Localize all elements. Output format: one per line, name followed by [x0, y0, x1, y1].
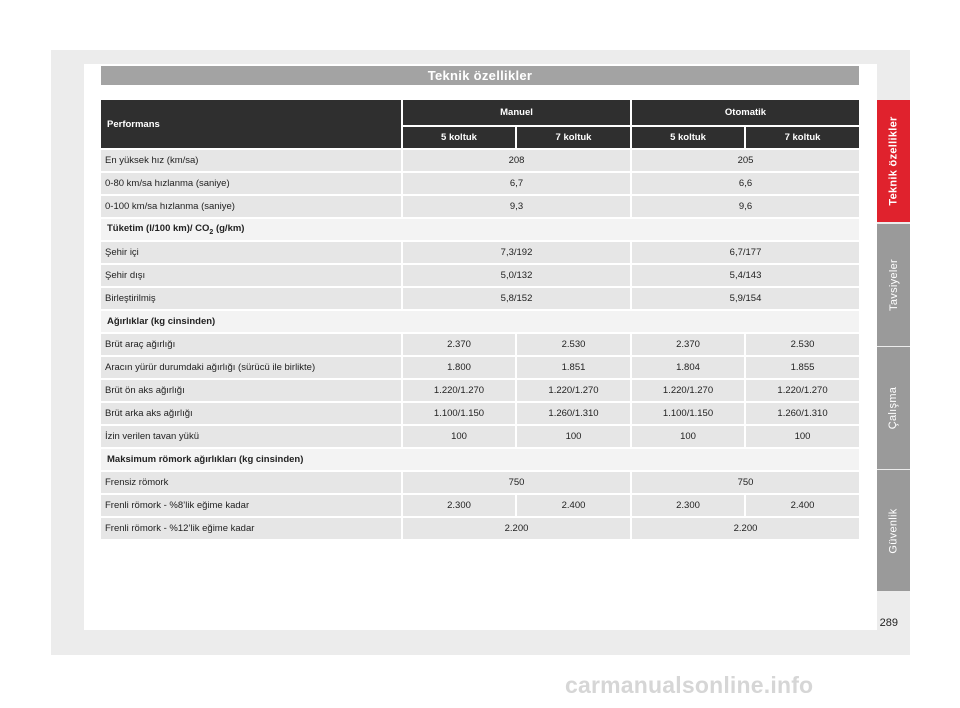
section-heading [101, 219, 859, 242]
cell-value-otomatik: 5,9/154 [630, 288, 859, 311]
table-row [101, 334, 859, 357]
section-row [101, 449, 859, 472]
cell-value: 1.260/1.310 [744, 403, 859, 426]
cell-value-manuel: 6,7 [401, 173, 630, 196]
table-row [101, 196, 859, 219]
cell-value: 2.400 [515, 495, 630, 518]
cell-value-otomatik: 750 [630, 472, 859, 495]
section-heading [101, 311, 859, 334]
section-heading [101, 449, 859, 472]
page-number: 289 [879, 617, 898, 629]
table-row [101, 472, 859, 495]
tab-calisma[interactable] [877, 347, 910, 469]
cell-value-otomatik: 6,7/177 [630, 242, 859, 265]
tab-teknik-ozellikler[interactable] [877, 100, 910, 222]
cell-value: 2.370 [401, 334, 515, 357]
tab-tavsiyeler[interactable] [877, 224, 910, 346]
cell-value-manuel: 9,3 [401, 196, 630, 219]
table-row [101, 265, 859, 288]
cell-value: 100 [744, 426, 859, 449]
table-row [101, 426, 859, 449]
cell-value: 1.220/1.270 [401, 380, 515, 403]
table-row [101, 242, 859, 265]
cell-value: 1.260/1.310 [515, 403, 630, 426]
cell-value-manuel: 5,0/132 [401, 265, 630, 288]
cell-value: 2.300 [401, 495, 515, 518]
row-label: Brüt arka aks ağırlığı [101, 403, 401, 426]
cell-value: 1.220/1.270 [744, 380, 859, 403]
cell-value: 100 [401, 426, 515, 449]
tab-label: Teknik özellikler [887, 116, 900, 206]
cell-value: 100 [515, 426, 630, 449]
table-row [101, 495, 859, 518]
section-heading-text: Maksimum römork ağırlıkları (kg cinsinden) [107, 454, 304, 465]
row-label: Birleştirilmiş [101, 288, 401, 311]
tab-label: Tavsiyeler [887, 259, 900, 311]
header-manuel-7-koltuk: 7 koltuk [515, 127, 630, 150]
tab-guvenlik[interactable] [877, 470, 910, 591]
table-row [101, 288, 859, 311]
row-label: En yüksek hız (km/sa) [101, 150, 401, 173]
tab-label: Çalışma [887, 386, 900, 430]
cell-value: 1.855 [744, 357, 859, 380]
cell-value-otomatik: 205 [630, 150, 859, 173]
tab-label: Güvenlik [887, 507, 900, 554]
page-title: Teknik özellikler [101, 66, 859, 85]
row-label: Frenli römork - %12’lik eğime kadar [101, 518, 401, 541]
section-heading-tail: (g/km) [213, 223, 245, 235]
row-label: Şehir içi [101, 242, 401, 265]
section-heading-text: Ağırlıklar (kg cinsinden) [107, 316, 216, 327]
row-label: Aracın yürür durumdaki ağırlığı (sürücü ile birlikte) [101, 357, 401, 380]
row-label: Brüt ön aks ağırlığı [101, 380, 401, 403]
header-otomatik-7-koltuk: 7 koltuk [744, 127, 859, 150]
spec-table-body [101, 150, 859, 541]
cell-value: 100 [630, 426, 744, 449]
cell-value: 1.220/1.270 [630, 380, 744, 403]
section-row [101, 219, 859, 242]
cell-value: 1.804 [630, 357, 744, 380]
cell-value-manuel: 5,8/152 [401, 288, 630, 311]
cell-value-otomatik: 2.200 [630, 518, 859, 541]
cell-value: 1.851 [515, 357, 630, 380]
spec-table [101, 100, 859, 541]
row-label: Frenli römork - %8’lik eğime kadar [101, 495, 401, 518]
table-row [101, 380, 859, 403]
cell-value: 2.530 [744, 334, 859, 357]
cell-value-manuel: 2.200 [401, 518, 630, 541]
cell-value: 1.100/1.150 [630, 403, 744, 426]
row-label: Şehir dışı [101, 265, 401, 288]
cell-value: 1.220/1.270 [515, 380, 630, 403]
cell-value-manuel: 208 [401, 150, 630, 173]
section-heading-text: Tüketim (l/100 km)/ CO [107, 223, 210, 235]
row-label: İzin verilen tavan yükü [101, 426, 401, 449]
header-manuel-5-koltuk: 5 koltuk [401, 127, 515, 150]
cell-value: 2.530 [515, 334, 630, 357]
header-manuel: Manuel [401, 100, 630, 127]
cell-value: 1.100/1.150 [401, 403, 515, 426]
cell-value: 2.370 [630, 334, 744, 357]
row-label: 0-100 km/sa hızlanma (saniye) [101, 196, 401, 219]
table-row [101, 150, 859, 173]
section-heading-subscript: 2 [209, 228, 214, 236]
row-label: Brüt araç ağırlığı [101, 334, 401, 357]
section-row [101, 311, 859, 334]
cell-value: 1.800 [401, 357, 515, 380]
cell-value-otomatik: 6,6 [630, 173, 859, 196]
cell-value-otomatik: 9,6 [630, 196, 859, 219]
row-label: Frensiz römork [101, 472, 401, 495]
row-label: 0-80 km/sa hızlanma (saniye) [101, 173, 401, 196]
header-performans: Performans [101, 100, 401, 150]
cell-value: 2.400 [744, 495, 859, 518]
cell-value-manuel: 7,3/192 [401, 242, 630, 265]
table-row [101, 403, 859, 426]
watermark: carmanualsonline.info [565, 672, 814, 698]
cell-value-manuel: 750 [401, 472, 630, 495]
table-row [101, 357, 859, 380]
header-otomatik: Otomatik [630, 100, 859, 127]
cell-value-otomatik: 5,4/143 [630, 265, 859, 288]
table-row [101, 173, 859, 196]
table-row [101, 518, 859, 541]
header-otomatik-5-koltuk: 5 koltuk [630, 127, 744, 150]
cell-value: 2.300 [630, 495, 744, 518]
